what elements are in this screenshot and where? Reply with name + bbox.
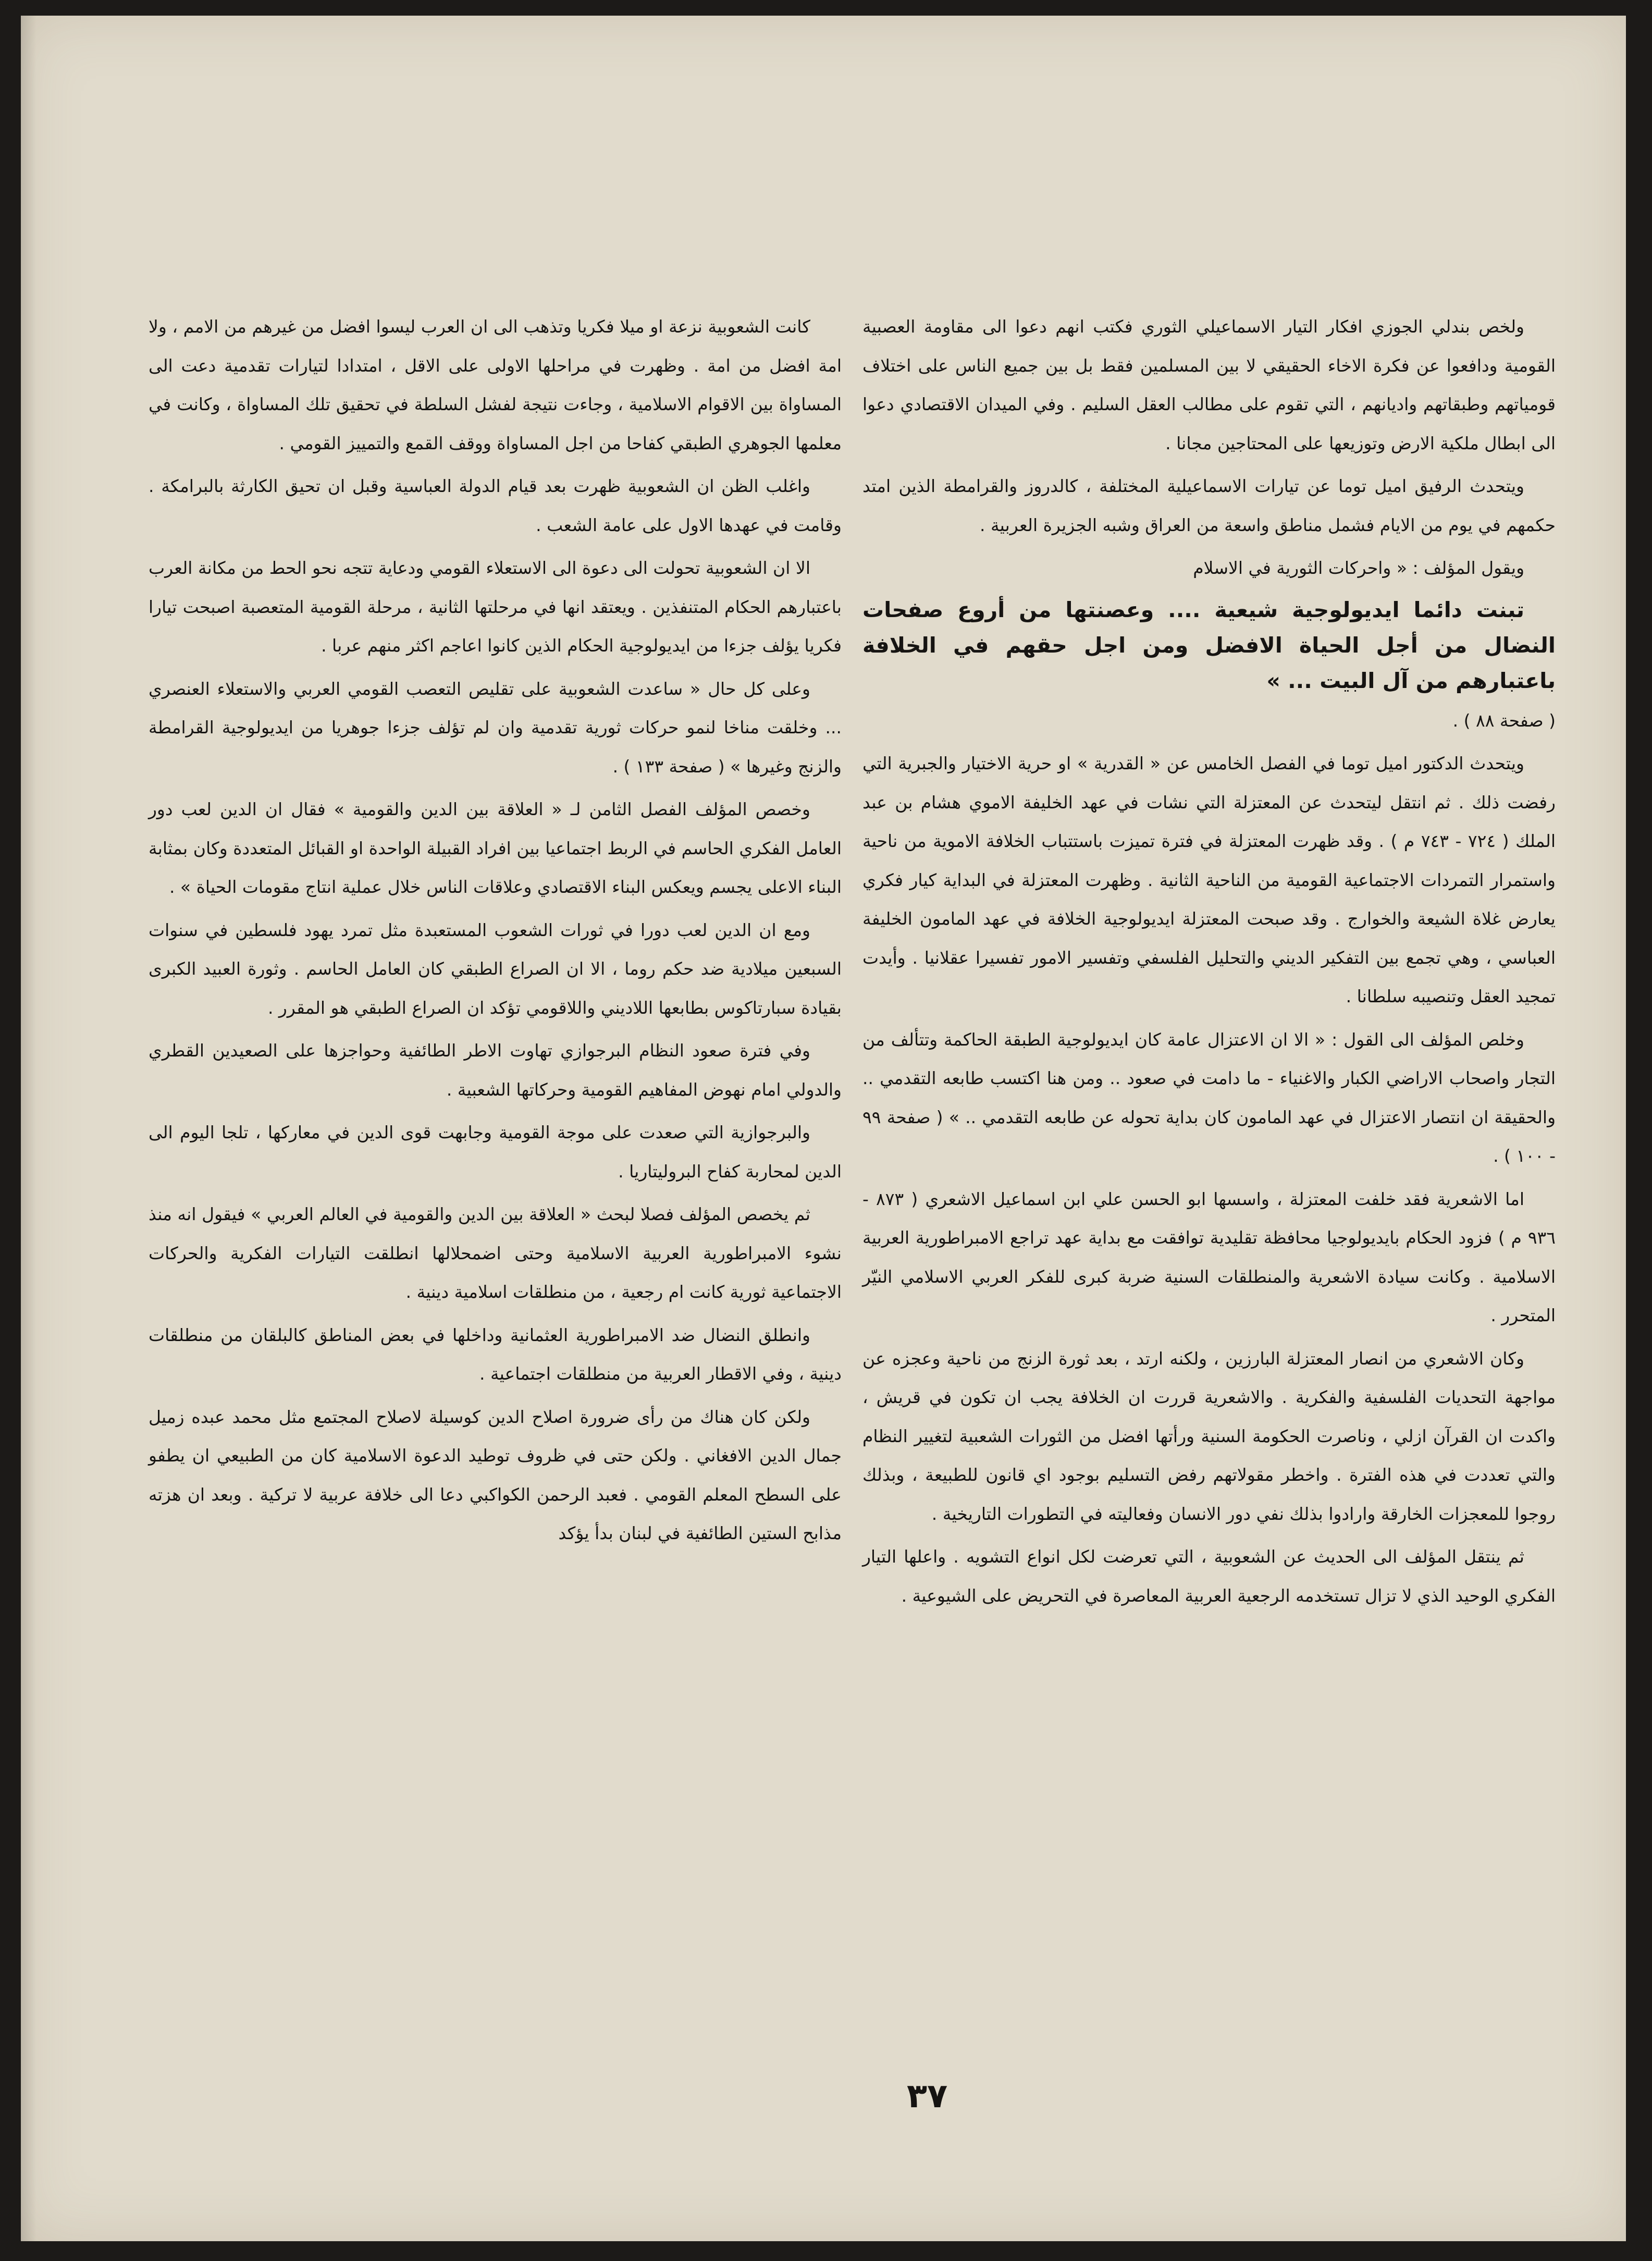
bold-quote: تبنت دائما ايديولوجية شيعية .... وعصنتها من أروع صفحات النضال من أجل الحياة الافضل ومن اجل حقهم في الخلافة باعتبارهم من آل البيت ... »: [862, 597, 1556, 693]
paragraph: وخلص المؤلف الى القول : « الا ان الاعتزال عامة كان ايديولوجية الطبقة الحاكمة وتتألف من التجار واصحاب الاراضي الكبار والاغنياء - ما دامت في صعود .. ومن هنا اكتسب طابعه التقدمي .. والحقيقة ان انتصار الاعتزال في عهد المامون كان بداية تحوله عن طابعه التقدمي .. » ( صفحة ٩٩ - ١٠٠ ) .: [862, 1029, 1556, 1166]
paragraph: اما الاشعرية فقد خلفت المعتزلة ، واسسها ابو الحسن علي ابن اسماعيل الاشعري ( ٨٧٣ - ٩٣٦ م ) فزود الحكام بايديولوجيا محافظة تقليدية توافقت مع بداية عهد تراجع الامبراطورية العربية الاسلامية . وكانت سيادة الاشعرية والمنطلقات السنية ضربة كبرى للفكر العربي الاسلامي النيّر المتحرر .: [862, 1188, 1556, 1325]
paragraph: كانت الشعوبية نزعة او ميلا فكريا وتذهب الى ان العرب ليسوا افضل من غيرهم من الامم ، ولا امة افضل من امة . وظهرت في مراحلها الاولى على الاقل ، امتدادا لتيارات تقدمية دعت الى المساواة بين الاقوام الاسلامية ، وجاءت نتيجة لفشل السلطة في تحقيق تلك المساواة ، وكانت في معلمها الجوهري الطبقي كفاحا من اجل المساواة ووقف القمع والتمييز القومي .: [149, 316, 842, 453]
paragraph: ويتحدث الدكتور اميل توما في الفصل الخامس عن « القدرية » او حرية الاختيار والجبرية التي رفضت ذلك . ثم انتقل ليتحدث عن المعتزلة التي نشات في عهد الخليفة الاموي هشام بن عبد الملك ( ٧٢٤ - ٧٤٣ م ) . وقد ظهرت المعتزلة في فترة تميزت باستتباب الخلافة الاموية من ناحية واستمرار التمردات الاجتماعية القومية من الناحية الثانية . وظهرت المعتزلة في البداية كيار فكري يعارض غلاة الشيعة والخوارج . وقد صبحت المعتزلة ايديولوجية الخلافة في عهد المامون الخليفة العباسي ، وهي تجمع بين التفكير الديني والتحليل الفلسفي وتفسير الامور تفسيرا عقلانيا . وأيدت تمجيد العقل وتنصيبه سلطانا .: [862, 753, 1556, 1006]
page-edge-shadow: [21, 16, 36, 2241]
paragraph: واغلب الظن ان الشعوبية ظهرت بعد قيام الدولة العباسية وقبل ان تحيق الكارثة بالبرامكة . وقامت في عهدها الاول على عامة الشعب .: [149, 476, 842, 535]
paragraph: ثم ينتقل المؤلف الى الحديث عن الشعوبية ، التي تعرضت لكل انواع التشويه . واعلها التيار الفكري الوحيد الذي لا تزال تستخدمه الرجعية العربية المعاصرة في التحريض على الشيوعية .: [862, 1546, 1556, 1606]
scanned-page: [21, 16, 1626, 2241]
right-column: [862, 308, 1556, 1619]
paragraph: وعلى كل حال « ساعدت الشعوبية على تقليص التعصب القومي العربي والاستعلاء العنصري ... وخلقت مناخا لنمو حركات ثورية تقدمية وان لم تؤلف جزءا جوهريا من ايديولوجية القرامطة والزنج وغيرها » ( صفحة ١٣٣ ) .: [149, 678, 842, 777]
paragraph: ومع ان الدين لعب دورا في ثورات الشعوب المستعبدة مثل تمرد يهود فلسطين في سنوات السبعين ميلادية ضد حكم روما ، الا ان الصراع الطبقي كان العامل الحاسم . وثورة العبيد الكبرى بقيادة سبارتاكوس بطابعها اللاديني واللاقومي تؤكد ان الصراع الطبقي هو المقرر .: [149, 919, 842, 1018]
left-column: [149, 308, 842, 1557]
paragraph: ولخص بندلي الجوزي افكار التيار الاسماعيلي الثوري فكتب انهم دعوا الى مقاومة العصبية القومية ودافعوا عن فكرة الاخاء الحقيقي لا بين المسلمين فقط بل بين جميع الناس على اختلاف قومياتهم وطبقاتهم واديانهم ، التي تقوم على مطالب العقل السليم . وفي الميدان الاقتصادي دعوا الى ابطال ملكية الارض وتوزيعها على المحتاجين مجانا .: [862, 316, 1556, 453]
paragraph: وانطلق النضال ضد الامبراطورية العثمانية وداخلها في بعض المناطق كالبلقان من منطلقات دينية ، وفي الاقطار العربية من منطلقات اجتماعية .: [149, 1324, 842, 1384]
paragraph: ويقول المؤلف : « واحركات الثورية في الاسلام: [1193, 558, 1524, 578]
paragraph: والبرجوازية التي صعدت على موجة القومية وجابهت قوى الدين في معاركها ، تلجا اليوم الى الدين لمحاربة كفاح البروليتاريا .: [149, 1122, 842, 1182]
paragraph: ثم يخصص المؤلف فصلا لبحث « العلاقة بين الدين والقومية في العالم العربي » فيقول انه منذ نشوء الامبراطورية العربية الاسلامية وحتى اضمحلالها انطلقت التيارات الفكرية والحركات الاجتماعية ثورية كانت ام رجعية ، من منطلقات اسلامية دينية .: [149, 1204, 842, 1302]
paragraph: وفي فترة صعود النظام البرجوازي تهاوت الاطر الطائفية وحواجزها على الصعيدين القطري والدولي امام نهوض المفاهيم القومية وحركاتها الشعبية .: [149, 1040, 842, 1100]
paragraph: الا ان الشعوبية تحولت الى دعوة الى الاستعلاء القومي ودعاية تتجه نحو الحط من مكانة العرب باعتبارهم الحكام المتنفذين . ويعتقد انها في مرحلتها الثانية ، مرحلة القومية المتعصبة اصبحت تيارا فكريا يؤلف جزءا من ايديولوجية الحكام الذين كانوا اعاجم اكثر منهم عربا .: [149, 558, 842, 656]
quote-citation: ( صفحة ٨٨ ) .: [1452, 710, 1556, 731]
paragraph: ولكن كان هناك من رأى ضرورة اصلاح الدين كوسيلة لاصلاح المجتمع مثل محمد عبده زميل جمال الدين الافغاني . ولكن حتى في ظروف توطيد الدعوة الاسلامية كان من الطبيعي ان يطفو على السطح المعلم القومي . فعبد الرحمن الكواكبي دعا الى خلافة عربية لا تركية . وبعد ان هزته مذابح الستين الطائفية في لبنان بدأ يؤكد: [149, 1406, 842, 1543]
paragraph: وخصص المؤلف الفصل الثامن لـ « العلاقة بين الدين والقومية » فقال ان الدين لعب دور العامل الفكري الحاسم في الربط اجتماعيا بين افراد القبيلة الواحدة او القبائل المتعددة وكان بمثابة البناء الاعلى يجسم ويعكس البناء الاقتصادي وعلاقات الناس خلال عملية انتاج مقومات الحياة » .: [149, 799, 842, 897]
paragraph: وكان الاشعري من انصار المعتزلة البارزين ، ولكنه ارتد ، بعد ثورة الزنج من ناحية وعجزه عن مواجهة التحديات الفلسفية والفكرية . والاشعرية قررت ان الخلافة يجب ان تكون في قريش ، واكدت ان القرآن ازلي ، وناصرت الحكومة السنية ورأتها افضل من الثورات الشعبية لتغيير النظام والتي تعددت في هذه الفترة . واخطر مقولاتهم رفض التسليم بوجود اي قانون للطبيعة ، وبذلك روجوا للمعجزات الخارقة وارادوا بذلك نفي دور الانسان وفعاليته في التطورات التاريخية .: [862, 1348, 1556, 1524]
paragraph: ويتحدث الرفيق اميل توما عن تيارات الاسماعيلية المختلفة ، كالدروز والقرامطة الذين امتد حكمهم في يوم من الايام فشمل مناطق واسعة من العراق وشبه الجزيرة العربية .: [862, 476, 1556, 535]
page-number: ٣٧: [907, 2077, 948, 2116]
